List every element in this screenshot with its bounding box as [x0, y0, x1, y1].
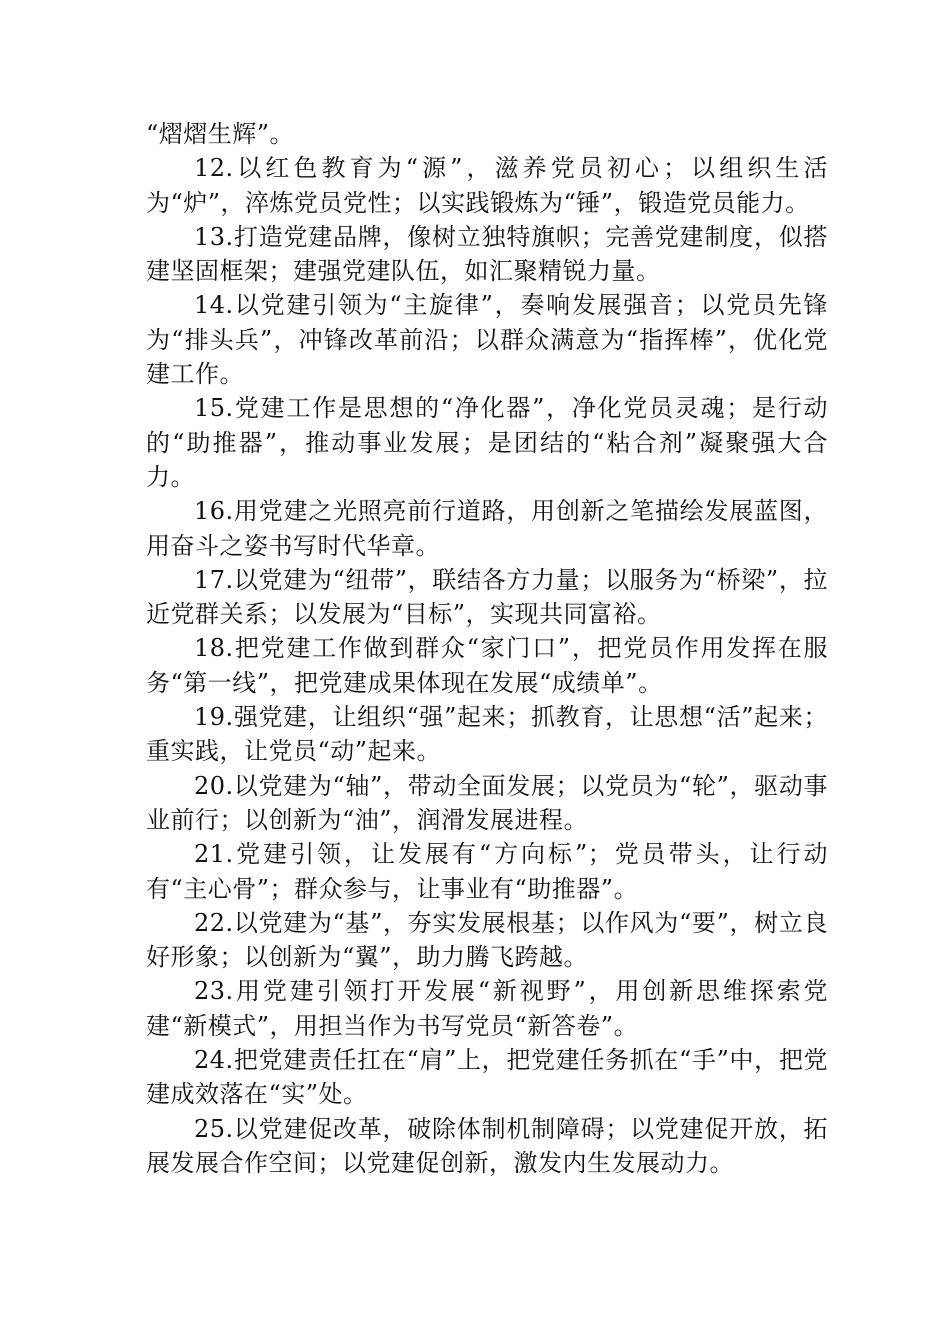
paragraph-item-14: 14.以党建引领为“主旋律”，奏响发展强音；以党员先锋为“排头兵”，冲锋改革前沿；以群众满意为“指挥棒”，优化党建工作。: [146, 291, 828, 389]
paragraph-item-13: 13.打造党建品牌，像树立独特旗帜；完善党建制度，似搭建坚固框架；建强党建队伍，如汇聚精锐力量。: [146, 222, 828, 286]
paragraph-item-22: 22.以党建为“基”，夯实发展根基；以作风为“要”，树立良好形象；以创新为“翼”，助力腾飞跨越。: [146, 908, 828, 972]
paragraph-item-21: 21.党建引领，让发展有“方向标”；党员带头，让行动有“主心骨”；群众参与，让事业有“助推器”。: [146, 840, 828, 903]
paragraph-item-24: 24.把党建责任扛在“肩”上，把党建任务抓在“手”中，把党建成效落在“实”处。: [146, 1046, 828, 1109]
paragraph-item-19: 19.强党建，让组织“强”起来；抓教育，让思想“活”起来；重实践，让党员“动”起来。: [146, 703, 828, 766]
paragraph-item-18: 18.把党建工作做到群众“家门口”，把党员作用发挥在服务“第一线”，把党建成果体现在发展“成绩单”。: [146, 634, 828, 697]
paragraph-item-17: 17.以党建为“纽带”，联结各方力量；以服务为“桥梁”，拉近党群关系；以发展为“目标”，实现共同富裕。: [146, 565, 828, 629]
paragraph-item-23: 23.用党建引领打开发展“新视野”，用创新思维探索党建“新模式”，用担当作为书写党员“新答卷”。: [146, 977, 828, 1040]
paragraph-item-16: 16.用党建之光照亮前行道路，用创新之笔描绘发展蓝图，用奋斗之姿书写时代华章。: [146, 497, 828, 560]
paragraph-continuation: “熠熠生辉”。: [146, 120, 295, 148]
paragraph-item-15: 15.党建工作是思想的“净化器”，净化党员灵魂；是行动的“助推器”，推动事业发展；是团结的“粘合剂”凝聚强大合力。: [146, 394, 828, 491]
paragraph-item-20: 20.以党建为“轴”，带动全面发展；以党员为“轮”，驱动事业前行；以创新为“油”，润滑发展进程。: [146, 771, 828, 834]
paragraph-item-25: 25.以党建促改革，破除体制机制障碍；以党建促开放，拓展发展合作空间；以党建促创新，激发内生发展动力。: [146, 1114, 828, 1177]
document-body: [146, 117, 828, 1180]
paragraph-item-12: 12.以红色教育为“源”，滋养党员初心；以组织生活为“炉”，淬炼党员党性；以实践锻炼为“锤”，锻造党员能力。: [146, 154, 828, 217]
